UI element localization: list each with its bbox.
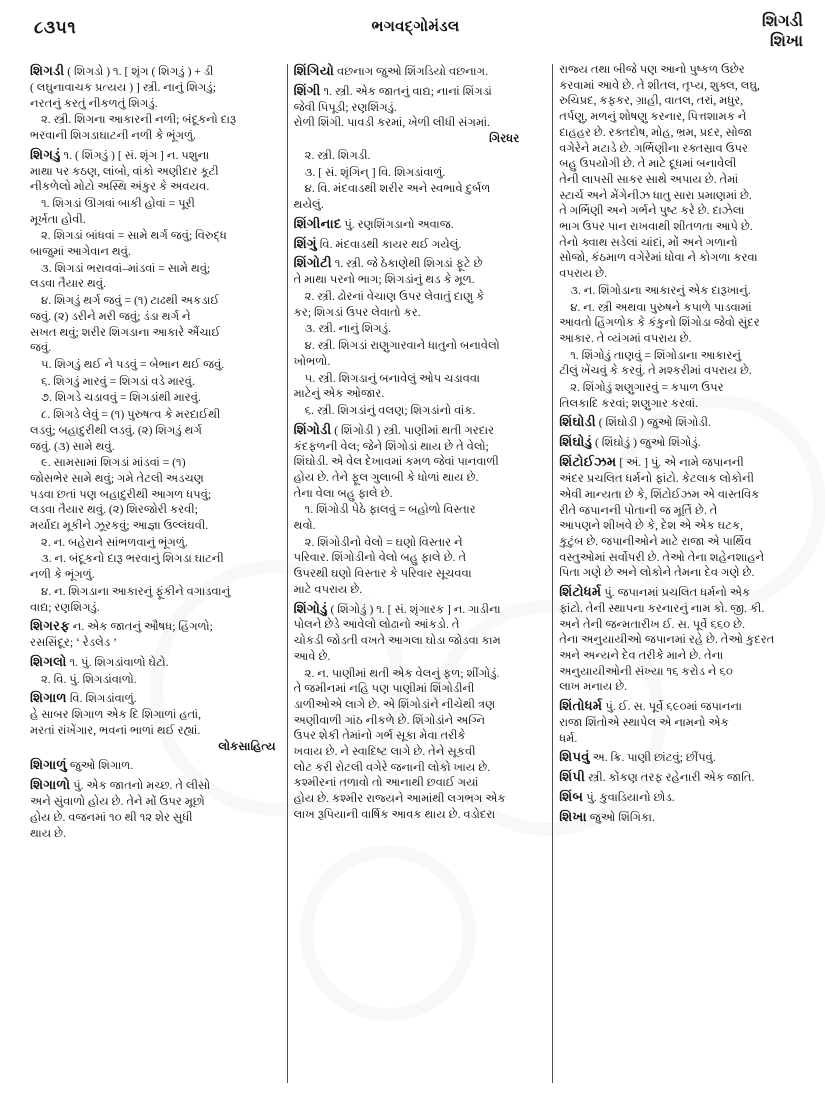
entry-definition-line: ( શિંગોડું ) ૧. [ સં. શૃંગારક ] ન. ગાડીના [330,602,501,616]
entry-sense-line: ૨. વિ. પું. શિગડાંવાળો. [41,672,137,686]
text-column-2 [288,62,553,1089]
entry-headword: શિંટોધર્મ [559,584,602,600]
entry-definition-line: અંદર પ્રચલિત ધર્મનો ફાંટો. કેટલાક લોકોની [559,472,755,486]
entry-sense-line: ૬. શિગડું મારવું = શિગડાં વડે મારવું. [41,374,195,388]
entry-definition-line: હોય છે. કશ્મીર રાજ્યને આમાંથી લગભગ એક [293,792,506,806]
entry-definition-line: તેનો ક્વાથ સડેલાં ચાંદાં, મોં અને ગળાનો [559,235,738,249]
entry-definition-line: પું. કુવાડિયાનો છોડ. [586,791,675,805]
entry-definition-line: આવતો હિંગળોક કે કંકુનો શિંગોડા જેવો સુંદર [559,316,760,330]
entry-definition-line: સ્ત્રી. કોંકણ તરફ રહેનારી એક જાતિ. [588,771,755,785]
entry-headword: શિગરફ [30,618,70,634]
entry-definition-line: પું. જપાનમાં પ્રચલિત ધર્મનો એક [604,586,751,600]
entry-definition-line: જવું. (૨) ડરીને મરી જવું; ડંડા થર્ગ ને [30,309,191,323]
entry-definition-line: વપરાય છે. [559,267,608,281]
entry-headword: શિગાળ [30,690,67,706]
dictionary-entry [559,62,807,411]
dictionary-entry [559,413,807,431]
dictionary-entry [559,583,807,695]
entry-definition-line: ( શિગડો ) ૧. [ શૃંગ ( શિગડું ) + ડી [67,65,214,78]
entry-headword: શિંગોડી [293,421,332,437]
entry-definition-line: ડાળીઓએ લાગે છે. એ શિંગોડાંને નીચેથી ત્રણ [293,697,496,711]
entry-definition-line: અને તેની જન્મતારીખ ઈ. સ. પૂર્વે ૬૬૦ છે. [559,617,746,631]
text-column-1 [24,62,287,1089]
entry-definition-line: વિ. શિગડાંવાળું. [69,692,137,706]
entry-sense-line: ૩. [ સં. શૃંગિન્ ] વિ. શિગડાંવાળું. [304,165,446,179]
entry-sense-line: ૧. શિંગોડું તાણવું = શિંગોડાના આકારનું [570,348,741,362]
dictionary-entry [294,62,546,80]
entry-definition-line: ભાગ ઉપર પાન રાખવાથી શીતળતા આપે છે. [559,220,753,234]
entry-headword: શિંપી [559,769,586,785]
entry-definition-line: મર્યાદા મૂકીને ઝૂરકવું; આજ્ઞા ઉલ્લંઘવી. [30,519,209,533]
entry-definition-line: અને સુંવાળો હોય છે. તેને મોં ઉપર મૂછો [30,795,205,809]
entry-sense-line: ૩. ન. શિંગોડાના આકારનું એક દારૂખાનું. [570,283,751,297]
entry-headword: શિંઘોડું [559,434,593,450]
entry-definition-line: કુટુંબ છે. જપાનીઓને માટે રાજા એ પાર્થિવ [559,534,752,548]
dictionary-entry [559,808,807,826]
entry-definition-line: દાહહર છે. રક્તદોષ, મોહ, ભ્રમ, પ્રદર, સોજા [559,125,753,139]
entry-definition-line: કરવામાં આવે છે. તે શીતલ, તૃપ્ય, શુક્લ, લઘુ, [559,78,760,92]
entry-definition-line: તે ગર્ભિણી અને ગર્ભને પુષ્ટ કરે છે. દાઝેલા [559,204,745,218]
entry-definition-line: માથા પર કઠણ, લાંબો, વાંકો અણીદાર કૂટી [30,164,219,178]
entry-definition-line: ભરવાની શિગડાઘાટની નળી કે ભૂંગળું. [30,128,197,142]
dictionary-entry [30,776,280,841]
entry-definition-line: જુઓ શિગાળ. [69,759,134,773]
entry-definition-line: નરતનું કરતું નીકળતું શિગડું. [30,96,158,110]
entry-sense-line: ૮. શિગડે લેવું = (૧) પુરુષત્વ કે મરદાઈથી [41,408,221,422]
entry-definition-line: કંદફળની વેલ; જેને શિંગોડાં થાય છે તે વેલો; [293,439,489,453]
entry-definition-line: પું. રણશિંગડાનો અવાજ. [344,217,454,231]
entry-sense-line: ૪. વિ. મંદવાડથી શરીર અને સ્વભાવે દુર્બળ [304,182,491,196]
entry-sense-line: ૨. સ્ત્રી. શિગના આકારની નળી; બંદૂકનો દારૂ [41,113,237,127]
entry-definition-line: પું. એક જાતનો મચ્છ. તે લીસો [73,779,211,793]
entry-definition-line: સ્ટાર્ચ અને મેંગેનીઝ ધાતુ સારા પ્રમાણમાં છે. [559,188,752,202]
column-container [24,62,809,1089]
entry-sense-line: ૫. સ્ત્રી. શિગડાનું બનાવેલું ઓપ ચડાવવા [304,371,480,385]
entry-headword: શિંગોડું [293,600,328,616]
entry-definition-line: ચોકડી જોડતી વખતે આગલા ઘોડા જોડવા કામ [293,634,501,648]
entry-definition-line: અ. ક્રિ. પાણી છાંટવું; છીંપવું. [592,751,716,765]
entry-headword: શિગલો [30,653,67,669]
entry-definition-line: આકાર. તે વ્યંગમાં વપરાય છે. [559,331,692,345]
entry-sense-line: ૫. શિગડું થઈ ને પડવું = બેભાન થઈ જવું. [41,358,225,371]
entry-definition-line: થયેલું. [293,197,324,211]
entry-definition-line: પરિવાર. શિંગોડીનો વેલો બહુ ફાલે છે. તે [293,551,467,565]
entry-headword: શિંબ [559,789,584,805]
entry-definition-line: શિંઘોડી. એ વેલ દેખાવમાં કમળ જેવાં પાનવાળી [293,455,499,469]
running-head [24,12,807,62]
entry-definition-line: વસ્તુઓમાં સર્વોપરી છે. તેઓ તેના શહેનશાહને [559,550,765,564]
dictionary-entry [559,788,807,806]
entry-definition-line: અનુયાયીઓની સંખ્યા ૧૬ કરોડ ને ૬૦ [559,664,733,678]
entry-definition-line: હોય છે. તેને ફૂલ ગુલાબી કે ધોળાં થાય છે. [293,470,479,484]
book-title: ભગવદ્ગોમંડલ [371,19,460,35]
entry-sense-line: ૨. ન. બહેરાને સાંભળવાનું ભૂંગળું. [41,535,188,549]
entry-definition-line: ૧. સ્ત્રી. જે ઠેકાણેથી શિગડાં ફૂટે છે [334,257,483,271]
entry-definition-line: મૂર્ખતા હોવી. [30,212,86,226]
entry-definition-line: રોળી શિંગી. પાવડી કરમાં, ખેળી લીધી સંગમાં. [293,116,490,130]
entry-sense-line: ૪. ન. સ્ત્રી અથવા પુરુષને કપાળે પાડવામાં [570,300,752,314]
entry-headword: શિખા [559,809,587,825]
entry-definition-line: તર્પણુ, મળનું શોષણુ કરનાર, પિત્તશામક ને [559,110,747,124]
dictionary-entry [559,748,807,766]
entry-sense-line: ૧. શિગડાં ઊગવાં બાકી હોવાં = પૂરી [41,196,195,210]
dictionary-entry [294,254,546,418]
entry-definition-line: [ અં. ] પું. એ નામે જપાનની [619,456,744,470]
dictionary-entry [294,600,546,823]
entry-definition-line: થાય છે. [30,826,66,840]
entry-headword: શિંગિયો [293,63,335,78]
dictionary-entry [294,215,546,233]
entry-definition-line: જવું. [30,341,52,355]
entry-definition-line: માટેનું એક ઓજાર. [293,387,385,401]
entry-sense-line: ૭. શિગડે ચડાવવું = શિગડાંથી મારવું. [41,391,201,405]
entry-definition-line: વગેરેને મટાડે છે. ગર્ભિણીના રક્તસ્રાવ ઉપર [559,141,748,155]
entry-sense-line: ૩. શિગડાં ભરાવવાં–માંડવાં = સામે થવું; [41,261,211,275]
entry-definition-line: અને અન્યને દેવ તરીકે માને છે. તેના [559,649,724,662]
dictionary-entry [30,653,280,688]
entry-definition-line: લાખ મનાય છે. [559,680,628,694]
entry-definition-line: લડવા તૈયાર થવું. [30,277,107,291]
entry-sense-line: ૨. શિગડાં બાંધવાં = સામે થર્ગ જવું; વિરુદ્ધ [41,229,227,243]
entry-definition-line: ( શિંગોડી ) સ્ત્રી. પાણીમાં થતી ગરદાર [334,423,495,437]
dictionary-entry [294,235,546,253]
entry-definition-line: રીતે જપાનની પોતાની જ મૂર્તિ છે. તે [559,503,718,517]
entry-definition-line: માટે વપરાય છે. [293,582,363,596]
entry-sense-line: ૨. ન. પાણીમાં થતી એક વેલનું ફળ; શીંગોડું. [304,666,500,680]
dictionary-entry [559,433,807,451]
entry-definition-line: લોટ કરી રોટલી વગેરે જનાની લોકો ખાય છે. [293,760,491,774]
entry-definition-line: ફાંટો. તેની સ્થાપના કરનારનું નામ કો. જી. કી. [559,601,765,615]
entry-definition-line: ખવાય છે. ને સ્વાદિષ્ટ લાગે છે. તેને સૂકવી [293,745,476,759]
entry-definition-line: તે માથા પરનો ભાગ; શિગડાંનું થડ કે મૂળ. [293,273,475,287]
entry-headword: શિંગીનાદ [293,215,342,231]
entry-sense-line: ૩. ન. બંદૂકનો દારૂ ભરવાનું શિગડા ઘાટની [41,552,224,566]
entry-definition-line: રાજા શિંતોએ સ્થાપેલ એ નામનો એક [559,715,729,729]
entry-definition-line: ( શિંઘોડું ) જુઓ શિંગોડું. [595,436,701,450]
entry-definition-line: લાખ રૂપિયાની વાર્ષિક આવક થાય છે. વડોદરા [293,807,496,821]
dictionary-entry [30,146,280,616]
entry-definition-line: હે સાબર શિગાળ એક દિ શિગાળાં હતાં, [30,708,202,722]
entry-definition-line: ( લઘુનાવાચક પ્રત્યય ) ] સ્ત્રી. નાનું શિગડું; [30,80,216,94]
entry-definition-line: આવે છે. [293,649,331,663]
entry-sense-line: ૨. શિંગોડીનો વેલો = ઘણો વિસ્તાર ને [304,535,463,549]
entry-sense-line: ૬. સ્ત્રી. શિગડાંનું વલણ; શિગડાંનો વાંક. [304,403,476,417]
quote-attribution: ગિરધર [489,132,520,146]
entry-sense-line: ૪. ન. શિગડાના આકારનું ફૂંકીને વગાડવાનું [41,584,231,598]
entry-definition-line: વછનાગ જુઓ શિંગડિયો વછનાગ. [337,65,488,78]
entry-definition-line: લડવા તૈયાર થવું. (૨) શિરજોરી કરવી; [30,503,198,517]
entry-definition-line: તે જમીનમાં નહિ પણ પાણીમાં શિંગોડીની [293,682,475,696]
entry-definition-line: રસસિંદૂર; ‘ રેડલેડ ’ [30,636,117,650]
entry-headword: શિપવું [559,749,590,765]
dictionary-entry [30,62,280,144]
entry-sense-line: ૯. સામસામાં શિગડાં માંડવાં = (૧) [41,456,186,470]
entry-definition-line: નીકળેલો મોટો અસ્થિ અંકુર કે અવયવ. [30,180,210,194]
entry-definition-line: ટીલું ખેંચવું કે કરવું. તે મશ્કરીમાં વપરાય છે. [559,364,752,378]
entry-sense-line: ૨. શિંગોડું શણુગારવું = કપાળ ઉપર [570,381,724,395]
entry-headword: શિગડું [30,146,61,162]
entry-definition-line: જેવી પિપૂડી; રણશિંગડું. [293,100,397,114]
entry-definition-line: નળી કે ભૂંગળું. [30,568,95,582]
dictionary-entry [559,697,807,746]
entry-sense-line: ૨. સ્ત્રી. શિગડી. [304,148,371,162]
entry-headword: શિંગોટી [293,255,332,271]
guide-words [762,12,803,52]
entry-definition-line: ધર્મ. [559,731,578,745]
entry-headword: શિંગું [293,235,317,251]
entry-definition-line: બાજુમાં આગેવાન થવું. [30,245,131,259]
entry-definition-line: બહુ ઉપયોગી છે. તે માટે દૂધમાં બનાવેલી [559,157,737,171]
entry-sense-line: ૪. સ્ત્રી. શિગડાં રાણુગારવાને ધાતુનો બનાવેલો [304,339,500,353]
entry-definition-line: તિલકાદિ કરવાં; શણુગાર કરવાં. [559,396,699,410]
dictionary-entry [30,756,280,774]
entry-definition-line: ઉપરથી ઘણો વિસ્તાર કે પરિવાર સૂચવવા [293,567,472,581]
dictionary-entry [294,82,546,213]
entry-definition-line: ૧. સ્ત્રી. એક જાતનું વાદ્ય; નાનાં શિંગડાં [323,84,492,98]
entry-definition-line: ( શિંઘોડી ) જુઓ શિંગોડી. [598,416,712,430]
entry-definition-line: વિ. મંદવાડથી કાયર થઈ ગયેલું. [319,237,462,251]
entry-sense-line: ૪. શિગડું થર્ગ જવું = (૧) ટાઢથી અકડાઈ [41,294,220,308]
entry-definition-line: જોસભેર સામે થવું; ગમે તેટલી અડચણ [30,471,204,485]
dictionary-entry [30,617,280,651]
entry-headword: શિંગી [293,82,321,98]
guide-word-first: શિગડી [762,13,803,30]
entry-definition-line: ઉપર શેકી તેમાંનો ગર્ભ સૂકા મેવા તરીકે [293,729,466,743]
entry-definition-line: ૧. પું. શિગડાંવાળો ઘેટો. [69,655,169,669]
quote-attribution: લોકસાહિત્ય [218,739,276,753]
entry-definition-line: પોલને છેડે આવેલો લોઢાનો આંકડો. તે [293,618,460,632]
entry-headword: શિગાળો [30,777,71,793]
entry-definition-line: ૧. ( શિંગડું ) [ સં. શૃંગ ] ન. પશુના [63,148,210,162]
entry-definition-line: વાદ્ય; રણશિગડું. [30,600,100,614]
entry-definition-line: ખોભળો. [293,354,331,368]
page-number: ૮૩૫૧ [34,18,77,37]
entry-definition-line: ન. એક જાતનું ઔષધ; હિંગળો; [72,620,213,634]
entry-definition-line: પડવા છતાં પણ બહાદુરીથી આગળ ધપવું; [30,487,212,501]
entry-definition-line: સોજો, કંઠમાળ વગેરેમાં ધોવા ને કોગળા કરવા [559,251,758,265]
entry-headword: શિંટોઈઝમ [559,454,617,470]
entry-definition-line: સખત થવું; શરીર શિગડાના આકારે ઐંચાઈ [30,325,221,339]
guide-word-last: શિખા [769,33,803,50]
entry-headword: શિગડી [30,63,65,78]
entry-headword: શિંતોધર્મ [559,698,603,714]
entry-headword: શિંઘોડી [559,414,596,430]
entry-sense-line: ૨. સ્ત્રી. ઢોરનાં વેચાણ ઉપર લેવાતું દાણુ કે [304,290,485,303]
dictionary-entry [294,421,546,598]
entry-definition-line: કશ્મીરનાં તળાવો તો આનાથી છવાઈ ગયાં [293,776,479,790]
entry-definition-line: તેના વેલા બહુ ફાલે છે. [293,486,393,500]
entry-definition-line: હોય છે. વજનમાં ૧૦ થી ૧૨ શેર સુધી [30,810,193,824]
entry-definition-line: પિતા ગણે છે અને લોકોને તેમના દેવ ગણે છે. [559,566,755,580]
entry-definition-line: જુઓ શિંગિકા. [589,811,655,825]
entry-definition-line: થવો. [293,519,316,533]
entry-definition-line: લડવું; બહાદુરીથી લડવું. (૨) શિગડું થર્ગ [30,423,202,437]
entry-definition-line: એવી માન્યતા છે કે, શિંટોઈઝમ એ વાસ્તવિક [559,487,760,501]
entry-definition-line: પું. ઈ. સ. પૂર્વે ૬૯૦માં જપાનના [605,700,742,714]
entry-definition-line: આપણને શીખવે છે કે, દેશ એ એક ઘટક, [559,519,744,533]
dictionary-entry [30,689,280,754]
entry-definition-line: કર; શિગડાં ઉપર લેવાતો કર. [293,305,421,319]
entry-headword: શિગાળું [30,757,67,773]
dictionary-entry [559,453,807,581]
entry-sense-line: ૧. શિંગોડી પેઠે ફાલવું = બહોળો વિસ્તાર [304,503,476,517]
text-column-3 [553,62,809,1089]
entry-definition-line: મરતાં રાંખેંગાર, ભવનાં ભાળાં થઈ રહ્યાં. [30,723,201,737]
entry-sense-line: ૩. સ્ત્રી. નાનું શિગડું. [304,322,392,336]
entry-definition-line: જવું. (૩) સામે થવું. [30,439,115,453]
entry-definition-line: અણીવાળી ગાંઠ નીકળે છે. શિંગોડાંને અગ્નિ [293,713,486,727]
entry-definition-line: તેના અનુયાયીઓ જપાનમાં રહે છે. તેઓ કુદરત [559,633,775,647]
entry-definition-line: રુચિપ્રદ, કફકર, ગ્રાહી, વાતલ, તરાં, મધુર, [559,94,744,108]
entry-definition-line: તેની લાપસી સાકર સાથે અપાય છે. તેમાં [559,172,739,186]
entry-definition-line: રાજ્ય તથા બીજે પણ આનો પુષ્કળ ઉછેર [559,63,745,76]
dictionary-entry [559,768,807,786]
